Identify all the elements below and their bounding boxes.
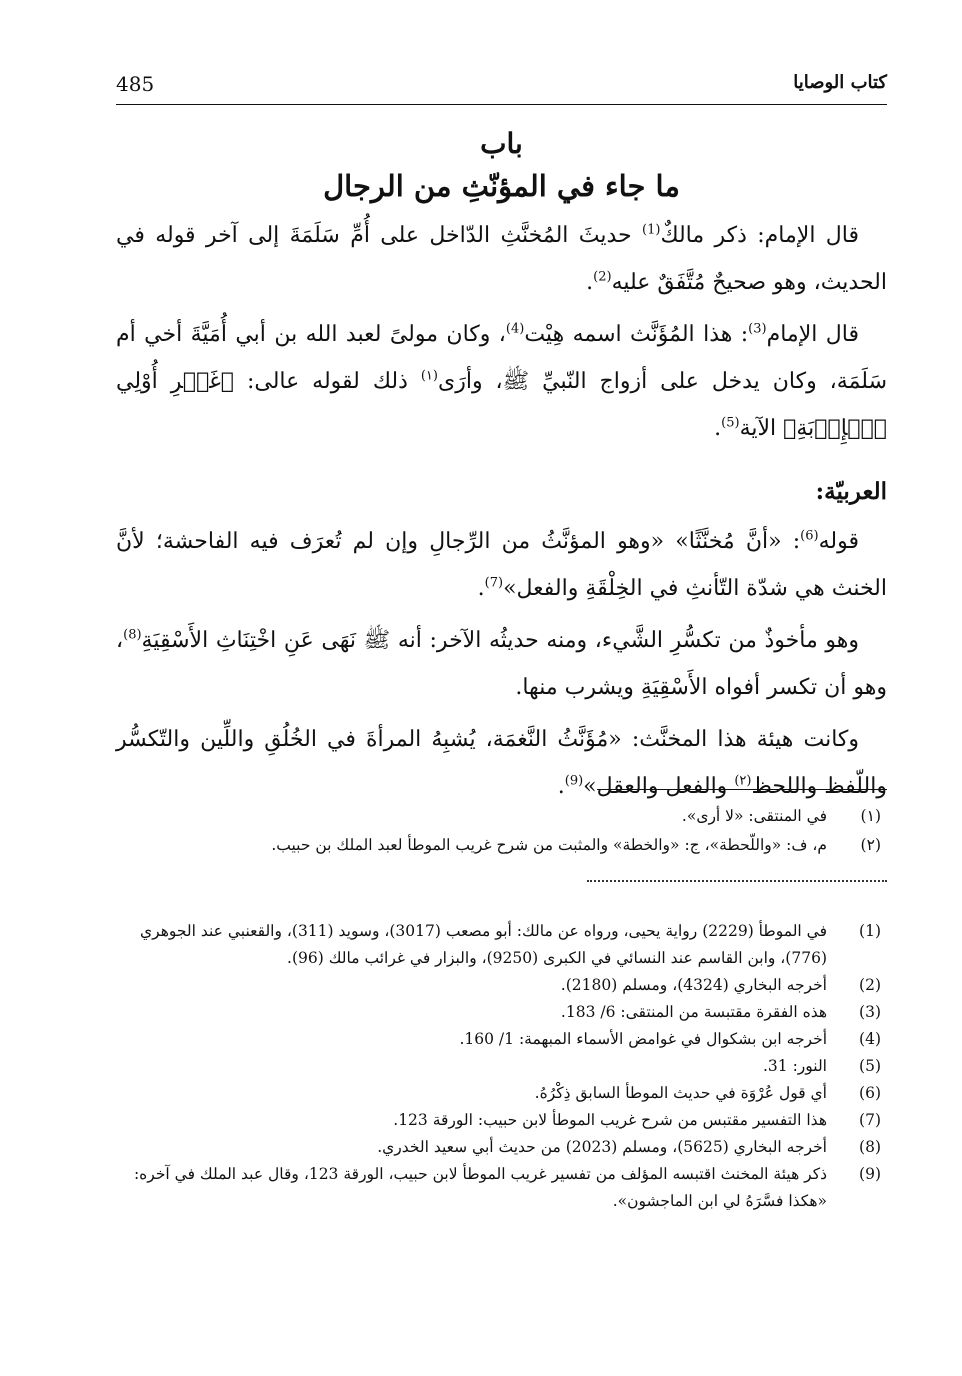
note-number: (١): [860, 807, 881, 825]
dotted-separator: [587, 880, 887, 902]
note-number: (1): [859, 922, 881, 940]
text-run: .: [477, 576, 485, 601]
text-run: : «أنَّ مُخنَّثًا» «وهو المؤنَّثُ من الرِّجالِ وإن لم تُعرَف فيه الفاحشة؛ لأنَّ الخنث هي شدّة التّأنثِ في الخِلْقَةِ والفعل»: [116, 529, 887, 601]
note-text: أخرجه البخاري (4324)، ومسلم (2180).: [560, 976, 827, 994]
paragraph-4: [116, 617, 887, 711]
note-text: ذكر هيئة المخنث اقتبسه المؤلف من تفسير غريب الموطأ لابن حبيب، الورقة 123، وقال عبد الملك في آخره: «هكذا فسَّرَهُ لي ابن الماجشون».: [133, 1165, 827, 1210]
footnote-ref: (1): [642, 222, 661, 238]
note-text: في المنتقى: «لا أرى».: [681, 807, 827, 825]
note-number: (7): [859, 1111, 881, 1129]
footnote: [116, 972, 887, 999]
note-number: (8): [859, 1138, 881, 1156]
chapter-label: باب: [480, 127, 523, 160]
footnotes: [116, 918, 887, 1215]
footnote: [116, 1161, 887, 1215]
note-text: هذه الفقرة مقتبسة من المنتقى: 6/ 183.: [560, 1003, 827, 1021]
text-run: : هذا المُؤَنَّث اسمه هِيْت: [524, 322, 749, 347]
paragraph-5: [116, 716, 887, 810]
note-text: في الموطأ (2229) رواية يحيى، ورواه عن مالك: أبو مصعب (3017)، وسويد (311)، والقعنبي عند الجوهري (776)، وابن القاسم عند النسائي في الكبرى (9250)، والبزار في غرائب مالك (96).: [140, 922, 827, 967]
text-run: قال الإمام: [766, 322, 859, 347]
note-number: (٢): [860, 836, 881, 854]
text-run: وكانت هيئة هذا المخنَّث: «مُؤَنَّثُ النَّغمَة، يُشبِهُ المرأةَ في الخُلُقِ واللِّين والتّكسُّر واللّفظ واللحظ: [116, 727, 887, 799]
main-text: [116, 212, 887, 815]
note-number: (5): [859, 1057, 881, 1075]
note-text: أي قول عُرْوَة في حديث الموطأ السابق ذِكْرُهُ.: [534, 1084, 827, 1102]
note-number: (6): [859, 1084, 881, 1102]
text-run: .: [714, 416, 722, 441]
variant-ref: (١): [420, 368, 438, 384]
footnote: [116, 999, 887, 1026]
paragraph-1: [116, 212, 887, 306]
text-run: .: [586, 270, 594, 295]
note-number: (2): [859, 976, 881, 994]
note-number: (4): [859, 1030, 881, 1048]
footnote: [116, 1026, 887, 1053]
running-header: [116, 70, 887, 105]
text-run: .: [557, 774, 565, 799]
text-run: ، وكان مولىً لعبد الله بن أبي أُمَيَّةَ أخي أم سَلَمَة، وكان يدخل على أزواج النّبيِّ ﷺ، وأرَى: [116, 322, 888, 394]
note-text: هذا التفسير مقتبس من شرح غريب الموطأ لابن حبيب: الورقة 123.: [393, 1111, 827, 1129]
text-run: ذلك لقوله عالى: ﴿غَيۡرِ أُوْلِي ٱلۡإِرۡبَةِ﴾ الآية: [116, 369, 887, 441]
footnote-ref: (2): [593, 269, 612, 285]
footnote-ref: (6): [800, 528, 819, 544]
footnote: [116, 1053, 887, 1080]
note-text: أخرجه ابن بشكوال في غوامض الأسماء المبهمة: 1/ 160.: [459, 1030, 827, 1048]
footnote-ref: (4): [505, 321, 525, 337]
footnote-ref: (9): [564, 773, 584, 789]
note-number: (9): [859, 1165, 881, 1183]
footnote-ref: (8): [123, 627, 142, 643]
text-run: قوله: [818, 529, 859, 554]
page-number: 485: [116, 72, 155, 96]
footnote-ref: (7): [484, 575, 504, 591]
note-number: (3): [859, 1003, 881, 1021]
chapter-title: ما جاء في المؤنّثِ من الرجال: [323, 169, 680, 203]
footnote-ref: (3): [748, 321, 767, 337]
text-run: قال الإمام: ذكر مالكٌ: [660, 223, 859, 248]
note-text: أخرجه البخاري (5625)، ومسلم (2023) من حديث أبي سعيد الخدري.: [377, 1138, 827, 1156]
variant-ref: (٢): [734, 773, 752, 789]
footnote: [116, 1080, 887, 1107]
variant-notes: [116, 802, 887, 860]
paragraph-2: [116, 311, 887, 452]
text-run: وهو مأخوذٌ من تكسُّرِ الشَّيء، ومنه حديثُه الآخر: أنه ﷺ نَهَى عَنِ اخْتِنَاثِ الأَسْقِيَةِ: [141, 628, 859, 653]
variant-note: [116, 831, 887, 860]
chapter-heading: [116, 124, 887, 208]
variant-note: [116, 802, 887, 831]
paragraph-3: [116, 518, 887, 612]
section-heading: العربيّة:: [815, 478, 887, 505]
text-run: حديثَ المُخنَّثِ الدّاخل على أُمِّ سَلَمَةَ إلى آخر قوله في الحديث، وهو صحيحٌ مُتَّفَقٌ عليه: [116, 223, 887, 295]
footnote: [116, 1134, 887, 1161]
text-run: ، وهو أن تكسر أفواه الأَسْقِيَةِ ويشرب منها.: [116, 628, 887, 700]
running-title: كتاب الوصايا: [793, 72, 887, 93]
footnote-ref: (5): [721, 415, 740, 431]
footnote-separator: [597, 789, 887, 790]
note-text: النور: 31.: [762, 1057, 827, 1075]
footnote: [116, 1107, 887, 1134]
text-run: والفعل والعقل»: [583, 774, 735, 799]
footnote: [116, 918, 887, 972]
note-text: م، ف: «واللّحطة»، ج: «والخطة» والمثبت من شرح غريب الموطأ لعبد الملك بن حبيب.: [271, 836, 827, 854]
